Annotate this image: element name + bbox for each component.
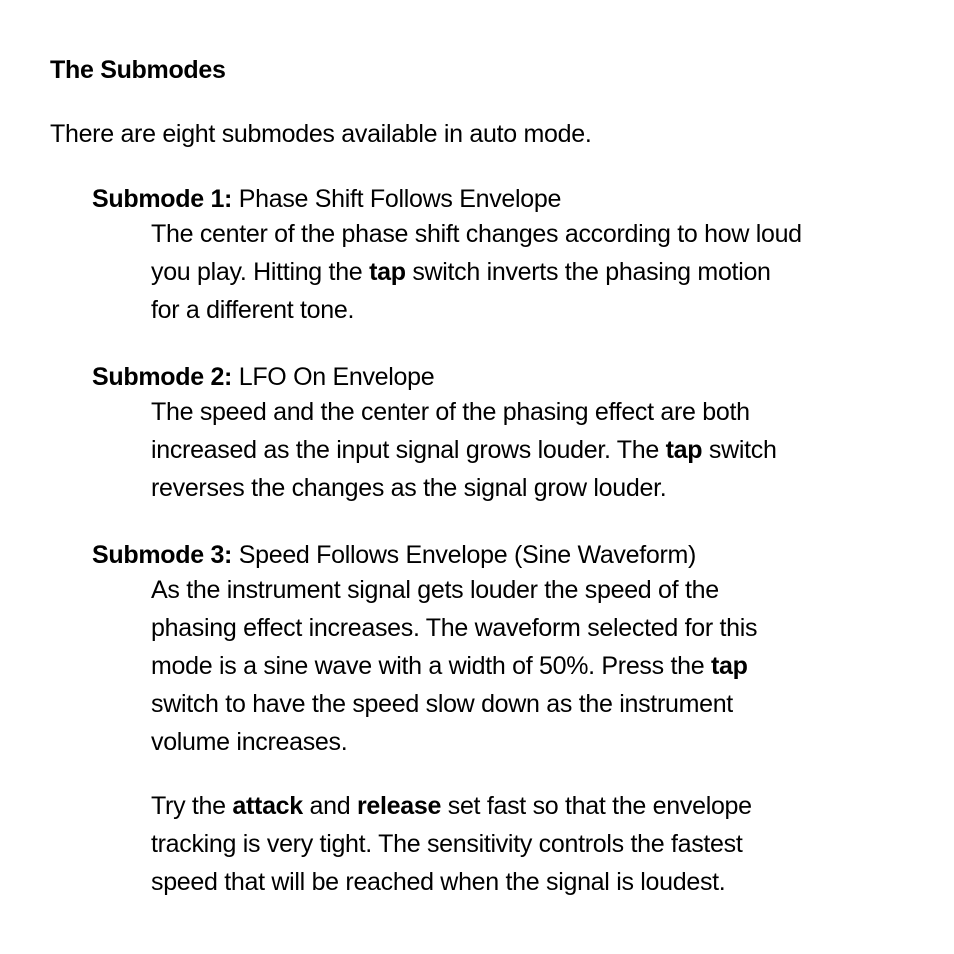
text-run: switch inverts the phasing motion: [405, 258, 771, 286]
text-run: tracking is very tight. The sensitivity controls the fastest: [151, 830, 743, 858]
submode-name: Speed Follows Envelope (Sine Waveform): [238, 541, 697, 569]
bold-term: tap: [665, 436, 703, 464]
desc-line: [151, 215, 911, 253]
text-run: you play. Hitting the: [151, 258, 370, 286]
desc-line: [151, 723, 911, 761]
text-run: The center of the phase shift changes according to how loud: [151, 220, 802, 248]
text-run: The speed and the center of the phasing effect are both: [151, 398, 750, 426]
submode-description: [151, 393, 911, 507]
submode-title: [92, 539, 912, 571]
submode-label: Submode 1:: [92, 185, 233, 213]
desc-line: [151, 647, 911, 685]
submode-description: [151, 215, 911, 329]
text-run: reverses the changes as the signal grow louder.: [151, 474, 667, 502]
bold-term: tap: [710, 652, 748, 680]
desc-line: [151, 863, 911, 901]
bold-term: attack: [232, 792, 303, 820]
submode-2: [92, 361, 912, 507]
desc-line: [151, 431, 911, 469]
text-run: switch: [702, 436, 777, 464]
section-heading: The Submodes: [50, 56, 226, 84]
text-run: for a different tone.: [151, 296, 355, 324]
desc-line: [151, 253, 911, 291]
intro-paragraph: There are eight submodes available in auto mode.: [50, 120, 592, 148]
submode-name: LFO On Envelope: [238, 363, 435, 391]
text-run: mode is a sine wave with a width of 50%. Press the: [151, 652, 711, 680]
submode-3: [92, 539, 912, 901]
text-run: volume increases.: [151, 728, 348, 756]
desc-line: [151, 469, 911, 507]
text-run: speed that will be reached when the signal is loudest.: [151, 868, 726, 896]
desc-line: [151, 393, 911, 431]
submode-description: [151, 571, 911, 901]
text-run: and: [302, 792, 357, 820]
desc-line: [151, 825, 911, 863]
bold-term: release: [357, 792, 442, 820]
submode-title: [92, 361, 912, 393]
text-run: increased as the input signal grows louder. The: [151, 436, 666, 464]
submode-1: [92, 183, 912, 329]
submode-title: [92, 183, 912, 215]
bold-term: tap: [369, 258, 406, 286]
submode-label: Submode 2:: [92, 363, 233, 391]
desc-line: [151, 685, 911, 723]
submode-label: Submode 3:: [92, 541, 233, 569]
submode-name: Phase Shift Follows Envelope: [238, 185, 562, 213]
text-run: phasing effect increases. The waveform selected for this: [151, 614, 758, 642]
desc-line: [151, 571, 911, 609]
desc-line: [151, 609, 911, 647]
text-run: set fast so that the envelope: [441, 792, 752, 820]
desc-line: [151, 291, 911, 329]
text-run: switch to have the speed slow down as the instrument: [151, 690, 733, 718]
text-run: Try the: [151, 792, 233, 820]
desc-line: [151, 787, 911, 825]
text-run: As the instrument signal gets louder the speed of the: [151, 576, 719, 604]
paragraph-gap: [151, 761, 911, 787]
